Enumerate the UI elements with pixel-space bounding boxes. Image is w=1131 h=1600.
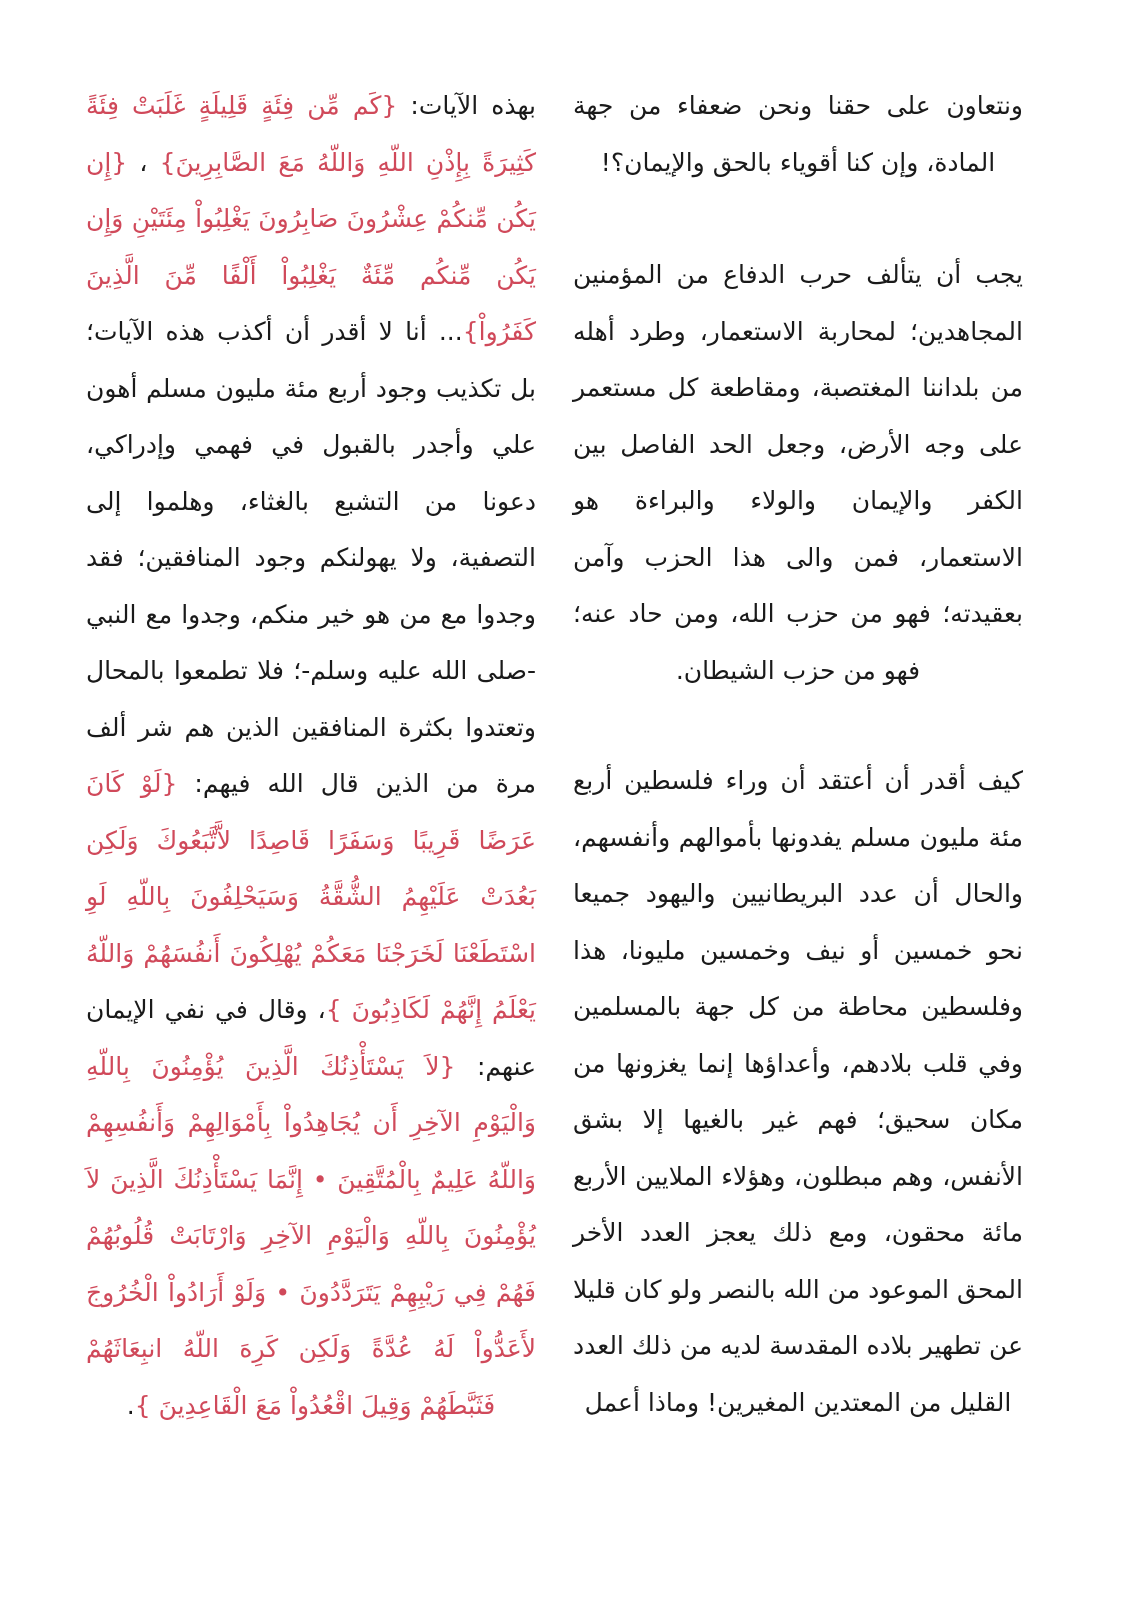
text-span: ... أنا لا أقدر أن أكذب هذه الآيات؛ بل تكذيب وجود أربع مئة مليون مسلم أهون علي وأجدر بالقبول في فهمي وإدراكي، دعونا من التشبع بالغثاء، وهلموا إلى التصفية، ولا يهولنكم وجود المنافقين؛ فقد وجدوا مع من هو خير منكم، وجدوا مع النبي -صلى الله عليه وسلم-؛ فلا تطمعوا بالمحال وتعتدوا بكثرة المنافقين الذين هم شر ألف مرة من الذين قال الله فيهم:: [86, 317, 536, 798]
quran-verse: {إِن يَكُن مِّنكُمْ عِشْرُونَ صَابِرُونَ يَغْلِبُواْ مِئَتَيْنِ وَإِن يَكُن مِّنكُم مِّئَةٌ يَغْلِبُواْ أَلْفًا مِّنَ الَّذِينَ كَفَرُواْ}: [86, 147, 536, 346]
quran-verse: {لَوْ كَانَ عَرَضًا قَرِيبًا وَسَفَرًا قَاصِدًا لاَّتَّبَعُوكَ وَلَكِن بَعُدَتْ عَلَيْهِمُ الشُّقَّةُ وَسَيَحْلِفُونَ بِاللّهِ لَوِ اسْتَطَعْنَا لَخَرَجْنَا مَعَكُمْ يُهْلِكُونَ أَنفُسَهُمْ وَاللّهُ يَعْلَمُ إِنَّهُمْ لَكَاذِبُونَ }: [86, 769, 536, 1024]
text-span: بهذه الآيات:: [397, 91, 536, 120]
text-span: .: [126, 1390, 135, 1420]
paragraph-3: كيف أقدر أن أعتقد أن وراء فلسطين أربع مئة مليون مسلم يفدونها بأموالهم وأنفسهم، والحال أن عدد البريطانيين واليهود جميعا نحو خمسين أو نيف وخمسين مليونا، هذا وفلسطين محاطة من كل جهة بالمسلمين وفي قلب بلادهم، وأعداؤها إنما يغزونها من مكان سحيق؛ فهم غير بالغيها إلا بشق الأنفس، وهم مبطلون، وهؤلاء الملايين الأربع مائة محقون، ومع ذلك يعجز العدد الأخر المحق الموعود من الله بالنصر ولو كان قليلا عن تطهير بلاده المقدسة لديه من ذلك العدد القليل من المعتدين المغيرين! وماذا أعمل: [573, 766, 1023, 1417]
quran-verse: {لاَ يَسْتَأْذِنُكَ الَّذِينَ يُؤْمِنُونَ بِاللّهِ وَالْيَوْمِ الآخِرِ أَن يُجَاهِدُواْ بِأَمْوَالِهِمْ وَأَنفُسِهِمْ وَاللّهُ عَلِيمٌ بِالْمُتَّقِينَ • إِنَّمَا يَسْتَأْذِنُكَ الَّذِينَ لاَ يُؤْمِنُونَ بِاللّهِ وَالْيَوْمِ الآخِرِ وَارْتَابَتْ قُلُوبُهُمْ فَهُمْ فِي رَيْبِهِمْ يَتَرَدَّدُونَ • وَلَوْ أَرَادُواْ الْخُرُوجَ لأَعَدُّواْ لَهُ عُدَّةً وَلَكِن كَرِهَ اللّهُ انبِعَاثَهُمْ فَثَبَّطَهُمْ وَقِيلَ اقْعُدُواْ مَعَ الْقَاعِدِينَ }: [86, 1051, 536, 1420]
left-text-column: [86, 78, 536, 1434]
right-text-column: [573, 78, 1023, 1431]
paragraph-2: يجب أن يتألف حرب الدفاع من المؤمنين المجاهدين؛ لمحاربة الاستعمار، وطرد أهله من بلداننا المغتصبة، ومقاطعة كل مستعمر على وجه الأرض، وجعل الحد الفاصل بين الكفر والإيمان والولاء والبراءة هو الاستعمار، فمن والى هذا الحزب وآمن بعقيدته؛ فهو من حزب الله، ومن حاد عنه؛ فهو من حزب الشيطان.: [573, 260, 1023, 685]
paragraph-4: [86, 78, 536, 1434]
paragraph-1: ونتعاون على حقنا ونحن ضعفاء من جهة المادة، وإن كنا أقوياء بالحق والإيمان؟!: [573, 91, 1023, 177]
text-span: ،: [127, 147, 160, 177]
quran-verse: {كَم مِّن فِئَةٍ قَلِيلَةٍ غَلَبَتْ فِئَةً كَثِيرَةً بِإِذْنِ اللّهِ وَاللّهُ مَعَ الصَّابِرِينَ}: [86, 91, 536, 177]
text-span: ، وقال في نفي الإيمان عنهم:: [86, 995, 536, 1081]
